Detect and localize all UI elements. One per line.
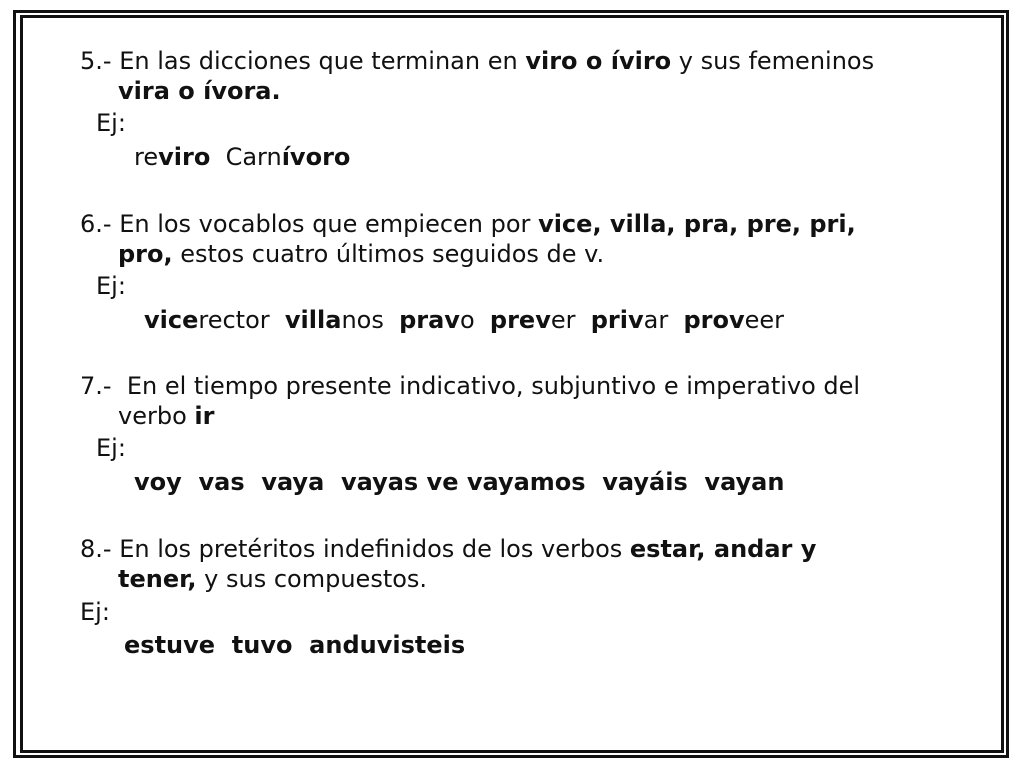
- rule-8-text: y sus compuestos.: [196, 565, 428, 593]
- rule-5-ej-label: Ej:: [96, 109, 126, 137]
- rule-7-term: ir: [194, 402, 215, 430]
- example-text: ar: [643, 306, 684, 334]
- rule-8-line-2: [118, 565, 427, 593]
- rule-7-text: En el tiempo presente indicativo, subjuntivo e imperativo del: [111, 372, 861, 400]
- rule-8-term: estar, andar y: [629, 535, 817, 563]
- example-highlight: vice: [144, 306, 199, 334]
- example-text: re: [134, 143, 159, 171]
- example-text: nos: [341, 306, 400, 334]
- rule-6-text: estos cuatro últimos seguidos de v.: [172, 240, 605, 268]
- rule-8-text: En los pretéritos indefinidos de los verbos: [111, 535, 630, 563]
- rule-6-examples: [144, 306, 784, 334]
- example-text: er: [550, 306, 591, 334]
- rule-5-number: 5.-: [80, 47, 112, 75]
- rule-7-ej-label: Ej:: [96, 434, 126, 462]
- rule-5-term: viro o íviro: [525, 47, 672, 75]
- rule-6-line-1: [80, 210, 856, 238]
- rule-5-examples: [134, 143, 350, 171]
- rule-7-examples: [134, 468, 784, 496]
- example-highlight: villa: [284, 306, 342, 334]
- rule-6-text: En los vocablos que empiecen por: [111, 210, 539, 238]
- rule-8-line-1: [80, 535, 816, 563]
- rule-6-term: pro,: [118, 240, 173, 268]
- example-text: eer: [744, 306, 785, 334]
- example-highlight: prov: [683, 306, 745, 334]
- rule-8-examples: [124, 631, 465, 659]
- rule-8-term: tener,: [118, 565, 197, 593]
- example-text: Carn: [210, 143, 282, 171]
- rule-6-ej-label: Ej:: [96, 272, 126, 300]
- rule-5-text: y sus femeninos: [671, 47, 875, 75]
- rule-7-line-1: [80, 372, 860, 400]
- example-text: o: [459, 306, 490, 334]
- rule-8-number: 8.-: [80, 535, 112, 563]
- example-highlight: prav: [399, 306, 460, 334]
- rule-7-text: verbo: [118, 402, 195, 430]
- example-highlight: priv: [590, 306, 644, 334]
- example-highlight: voy vas vaya vayas ve vayamos vayáis vayan: [134, 468, 785, 496]
- rule-5-term: vira o ívora.: [118, 77, 281, 105]
- example-text: rector: [198, 306, 285, 334]
- rule-6-term: vice, villa, pra, pre, pri,: [538, 210, 856, 238]
- rule-6-number: 6.-: [80, 210, 112, 238]
- example-highlight: prev: [489, 306, 551, 334]
- rule-7-number: 7.-: [80, 372, 112, 400]
- example-highlight: ívoro: [281, 143, 351, 171]
- rule-6-line-2: [118, 240, 604, 268]
- rule-5-text: En las dicciones que terminan en: [111, 47, 526, 75]
- example-highlight: estuve tuvo anduvisteis: [124, 631, 466, 659]
- example-highlight: viro: [158, 143, 211, 171]
- rule-5-line-2: [118, 77, 281, 105]
- rule-7-line-2: [118, 402, 214, 430]
- rule-5-line-1: [80, 47, 874, 75]
- rule-8-ej-label: Ej:: [80, 598, 110, 626]
